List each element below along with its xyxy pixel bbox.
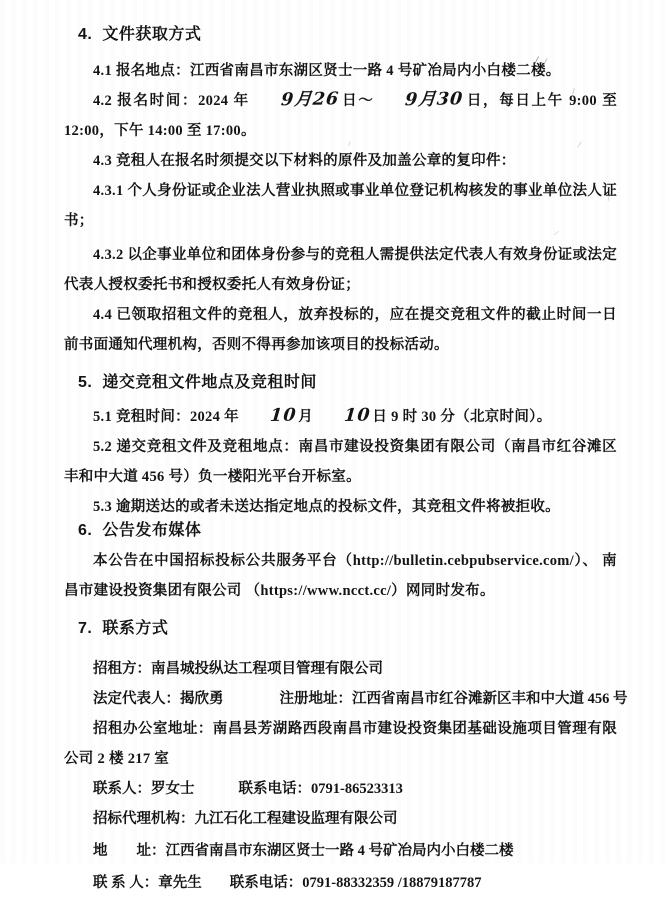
section-5-title: 递交竞租文件地点及竞租时间 [102, 374, 317, 391]
agency-address-row [64, 836, 617, 866]
agency-address: 地 址：江西省南昌市东湖区贤士一路 4 号矿冶局内小白楼二楼 [93, 843, 514, 859]
lessor-row [64, 654, 617, 684]
paragraph-4-4: 4.4 已领取招租文件的竞租人，放弃投标的，应在提交竞租文件的截止时间一日前书面通知代理机构，否则不得再参加该项目的投标活动。 [64, 307, 617, 353]
paragraph-4-3-2: 4.3.2 以企事业单位和团体身份参与的竞租人需提供法定代表人有效身份证或法定代表人授权委托书和授权委托人有效身份证； [64, 247, 617, 293]
contact1-name: 联系人：罗女士 [93, 781, 195, 797]
section-4-heading [78, 20, 617, 50]
paragraph-4-1: 4.1 报名地点：江西省南昌市东湖区贤士一路 4 号矿冶局内小白楼二楼。 [93, 63, 561, 79]
paragraph-4-3-1: 4.3.1 个人身份证或企业法人营业执照或事业单位登记机构核发的事业单位法人证书； [64, 183, 617, 229]
legal-representative: 法定代表人：揭欣勇 [93, 691, 224, 707]
section-6-number: 6. [78, 522, 93, 539]
contact1-phone: 联系电话：0791-86523313 [238, 781, 403, 797]
handwritten-month: 10 [269, 405, 298, 426]
legal-rep-row [64, 684, 628, 714]
paragraph-5-1-printed-3: 日 9 时 30 分（北京时间）。 [372, 409, 552, 425]
agency-name: 招标代理机构：九江石化工程建设监理有限公司 [93, 811, 398, 827]
section-7-heading [78, 614, 617, 644]
agency-row [64, 804, 617, 834]
section-6-title: 公告发布媒体 [102, 522, 202, 539]
paragraph-5-1-printed-1: 5.1 竞租时间：2024 年 [93, 409, 239, 425]
paragraph-5-1 [64, 402, 617, 432]
contact1-row [64, 774, 617, 804]
section-7-number: 7. [78, 620, 93, 637]
section-4-number: 4. [78, 26, 93, 43]
paragraph-5-3: 5.3 逾期送达的或者未送达指定地点的投标文件，其竞租文件将被拒收。 [93, 499, 560, 515]
handwritten-day: 10 [343, 405, 372, 426]
section-4-title: 文件获取方式 [102, 26, 202, 43]
contact2-phone: 联系电话：0791-88332359 /18879187787 [229, 875, 482, 891]
paragraph-4-3: 4.3 竞租人在报名时须提交以下材料的原件及加盖公章的复印件： [93, 153, 516, 169]
paragraph-4-2-printed-2: 日～ [340, 93, 375, 109]
paragraph-6-body: 本公告在中国招标投标公共服务平台（http://bulletin.cebpubservice.com/）、 南昌市建设投资集团有限公司 （https://www.ncct.cc/）网同时发布。 [64, 553, 617, 599]
section-5-heading [78, 368, 617, 398]
paragraph-5-2: 5.2 递交竞租文件及竞租地点：南昌市建设投资集团有限公司（南昌市红谷滩区丰和中大道 456 号）负一楼阳光平台开标室。 [64, 439, 617, 485]
contact2-name: 联 系 人：章先生 [93, 875, 202, 891]
registered-address: 注册地址：江西省南昌市红谷滩新区丰和中大道 456 号 [279, 691, 628, 707]
section-7-title: 联系方式 [102, 620, 169, 637]
paragraph-4-2 [64, 86, 617, 146]
paragraph-5-1-printed-2: 月 [298, 409, 314, 425]
handwritten-date-end: 9月30 [404, 89, 465, 111]
lessor-value: 招租方：南昌城投纵达工程项目管理有限公司 [93, 661, 383, 677]
office-address: 招租办公室地址：南昌县芳湖路西段南昌市建设投资集团基础设施项目管理有限公司 2 楼 217 室 [64, 721, 617, 767]
section-5-number: 5. [78, 374, 93, 391]
contact2-row [64, 868, 617, 898]
handwritten-date-start: 9月26 [279, 89, 340, 111]
paragraph-4-2-printed-1: 4.2 报名时间：2024 年 [93, 93, 250, 109]
paragraph-4-2-printed-3: 日，每日上午 9:00 至 12:00，下午 14:00 至 17:00。 [64, 93, 617, 139]
